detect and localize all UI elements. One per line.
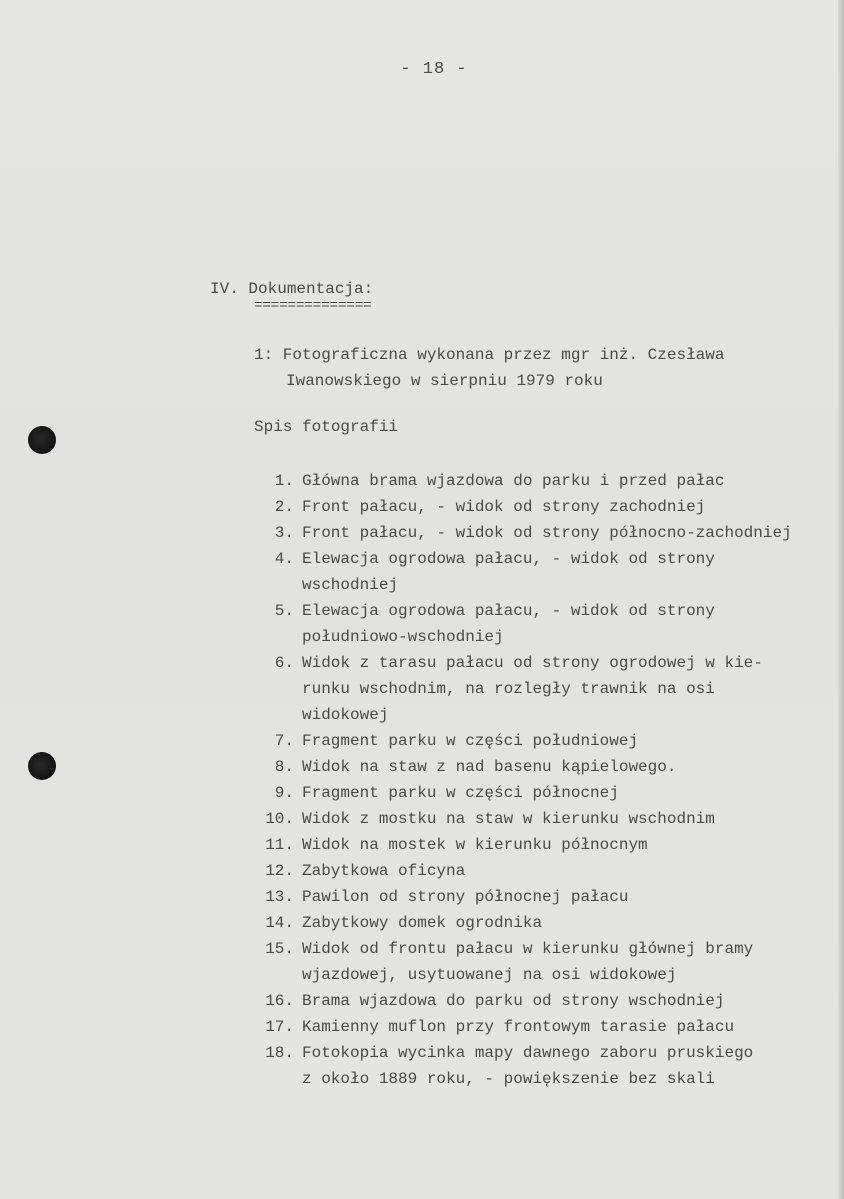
list-item-text: Fragment parku w części południowej (302, 732, 639, 750)
intro-line-1: 1: Fotograficzna wykonana przez mgr inż. Czesława (254, 346, 725, 364)
list-item-text: Widok na staw z nad basenu kąpielowego. (302, 758, 677, 776)
list-item (0, 910, 844, 936)
list-item-number: 2. (274, 498, 294, 516)
list-item-text: Widok od frontu pałacu w kierunku głównej bramy (302, 940, 754, 958)
list-item-text: Widok z mostku na staw w kierunku wschodnim (302, 810, 715, 828)
list-item-continuation (0, 702, 844, 728)
list-item-text: Front pałacu, - widok od strony zachodniej (302, 498, 706, 516)
list-item-text: widokowej (302, 706, 389, 724)
list-item-number: 15. (265, 940, 294, 958)
list-item-number: 18. (265, 1044, 294, 1062)
list-item-number: 11. (265, 836, 294, 854)
photo-list (0, 468, 844, 1092)
list-item-number: 1. (274, 472, 294, 490)
list-item (0, 546, 844, 572)
list-item-text: Front pałacu, - widok od strony północno-zachodniej (302, 524, 792, 542)
list-item-text: Główna brama wjazdowa do parku i przed pałac (302, 472, 725, 490)
list-item (0, 728, 844, 754)
list-item (0, 494, 844, 520)
list-item-text: Kamienny muflon przy frontowym tarasie pałacu (302, 1018, 735, 1036)
list-item (0, 936, 844, 962)
list-item-text: Elewacja ogrodowa pałacu, - widok od strony (302, 602, 715, 620)
list-item-number: 12. (265, 862, 294, 880)
list-item-number: 8. (274, 758, 294, 776)
list-item-text: Elewacja ogrodowa pałacu, - widok od strony (302, 550, 715, 568)
list-item-text: Fragment parku w części północnej (302, 784, 619, 802)
list-item-text: Pawilon od strony północnej pałacu (302, 888, 629, 906)
list-item-number: 3. (274, 524, 294, 542)
section-heading-underline: ============== (254, 298, 372, 314)
list-item (0, 468, 844, 494)
list-item (0, 988, 844, 1014)
list-item-number: 4. (274, 550, 294, 568)
intro-line-2: Iwanowskiego w sierpniu 1979 roku (286, 372, 603, 390)
list-item (0, 520, 844, 546)
list-item-text: wschodniej (302, 576, 399, 594)
list-item (0, 1040, 844, 1066)
documentation-intro (254, 342, 814, 394)
list-item-text: Brama wjazdowa do parku od strony wschodniej (302, 992, 725, 1010)
list-item-number: 7. (274, 732, 294, 750)
list-item-text: runku wschodnim, na rozległy trawnik na osi (302, 680, 715, 698)
list-item-number: 17. (265, 1018, 294, 1036)
list-item-text: Zabytkowy domek ogrodnika (302, 914, 543, 932)
list-item-continuation (0, 624, 844, 650)
list-item (0, 858, 844, 884)
list-item-number: 5. (274, 602, 294, 620)
list-item-text: Fotokopia wycinka mapy dawnego zaboru pruskiego (302, 1044, 754, 1062)
list-item-text: Zabytkowa oficyna (302, 862, 466, 880)
list-item (0, 650, 844, 676)
list-item (0, 754, 844, 780)
list-item-continuation (0, 962, 844, 988)
list-item-continuation (0, 676, 844, 702)
list-item-number: 14. (265, 914, 294, 932)
list-item-number: 13. (265, 888, 294, 906)
list-item (0, 806, 844, 832)
list-item-number: 6. (274, 654, 294, 672)
list-item (0, 598, 844, 624)
list-item-text: z około 1889 roku, - powiększenie bez skali (302, 1070, 715, 1088)
list-item (0, 884, 844, 910)
page-number: - 18 - (400, 60, 468, 79)
list-item (0, 780, 844, 806)
list-item-continuation (0, 1066, 844, 1092)
list-item-text: wjazdowej, usytuowanej na osi widokowej (302, 966, 677, 984)
list-item-text: południowo-wschodniej (302, 628, 504, 646)
list-item-text: Widok na mostek w kierunku północnym (302, 836, 648, 854)
section-heading: IV. Dokumentacja: (210, 280, 374, 298)
list-item-number: 10. (265, 810, 294, 828)
photo-list-title: Spis fotografii (254, 418, 399, 436)
list-item-number: 9. (274, 784, 294, 802)
list-item-number: 16. (265, 992, 294, 1010)
list-item (0, 832, 844, 858)
list-item-text: Widok z tarasu pałacu od strony ogrodowej w kie- (302, 654, 763, 672)
list-item-continuation (0, 572, 844, 598)
list-item (0, 1014, 844, 1040)
punch-hole-top (28, 426, 56, 454)
